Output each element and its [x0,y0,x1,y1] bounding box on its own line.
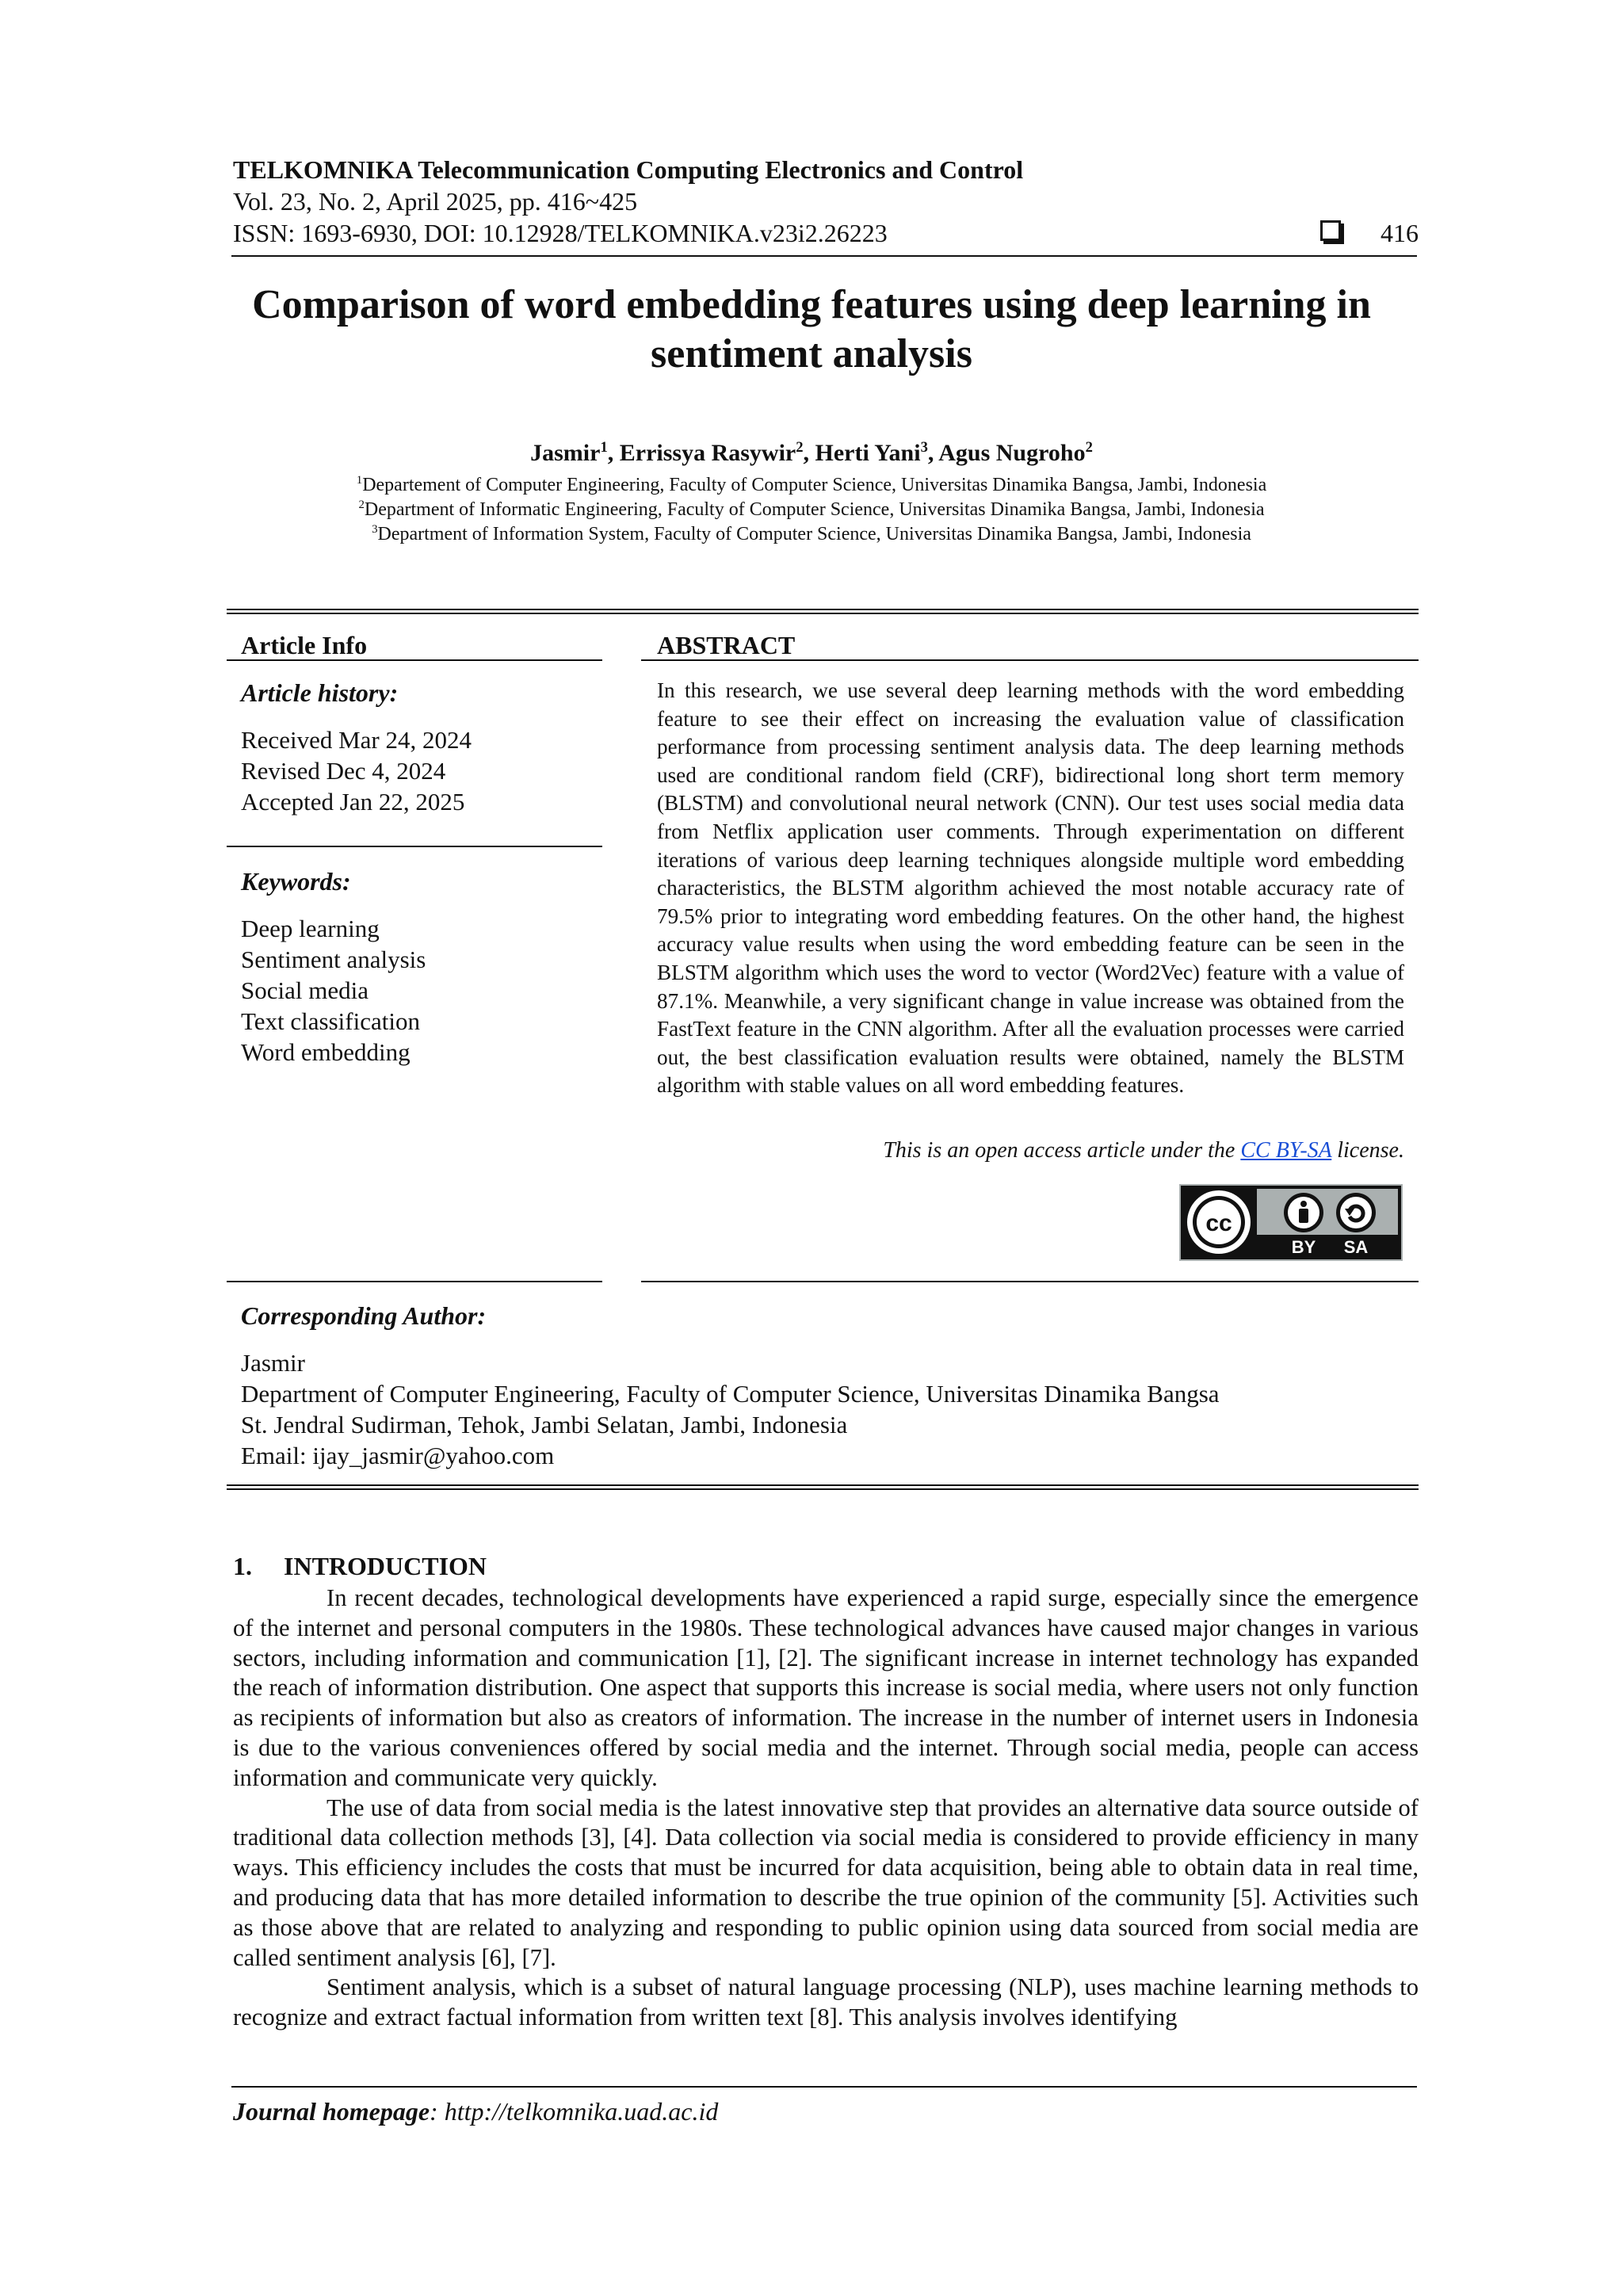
affiliation [174,524,1449,545]
article-history-heading: Article history: [241,678,399,707]
author-name: Herti Yani [815,440,921,466]
article-info-heading: Article Info [241,631,368,659]
paper-title [174,281,1449,379]
journal-homepage [233,2097,718,2126]
author-separator: , [803,440,815,466]
author-name: Errissya Rasywir [619,440,796,466]
by-label: BY [1291,1237,1316,1257]
author-affil-mark: 2 [1085,439,1093,456]
journal-name: TELKOMNIKA Telecommunication Computing Electronics and Control [233,155,1024,184]
oa-prefix: This is an open access article under the [883,1138,1241,1163]
cc-label: cc [1205,1210,1232,1236]
sa-label: SA [1343,1237,1369,1257]
revised-date: Revised Dec 4, 2024 [241,757,446,785]
paragraph: In recent decades, technological developments have experienced a rapid surge, especially since the emergence of the internet and personal computers in the 1980s. These technological advances have caused major changes in various sectors, including information and communication [1], [2]. The significant increase in internet technology has expanded the reach of information distribution. One aspect that supports this increase is social media, where users not only function as recipients of information but also as creators of information. The increase in the number of internet users in Indonesia is due to the various conveniences offered by social media and the internet. Through social media, people can access information and communicate very quickly. [233,1584,1419,1791]
article-info-bottom-rule [227,1281,602,1282]
author-affil-mark: 1 [600,439,608,456]
affiliation [174,475,1449,496]
cc-by-sa-link[interactable]: CC BY-SA [1240,1138,1332,1163]
page-number: 416 [1381,219,1419,247]
author-list [174,440,1449,467]
affiliation [174,499,1449,521]
introduction-body [233,1584,1419,2033]
corresponding-email: Email: ijay_jasmir@yahoo.com [241,1442,555,1469]
abstract-heading: ABSTRACT [657,631,796,659]
author-separator: , [927,440,939,466]
title-line-2: sentiment analysis [651,331,972,376]
corresponding-department: Department of Computer Engineering, Faculty of Computer Science, Universitas Dinamika Bangsa [241,1380,1220,1408]
keyword: Sentiment analysis [241,946,426,973]
abstract-bottom-rule [641,1281,1419,1282]
author-name: Agus Nugroho [938,440,1086,466]
accepted-date: Accepted Jan 22, 2025 [241,788,465,816]
keyword: Social media [241,976,369,1004]
keyword: Deep learning [241,915,380,942]
section-heading: 1. INTRODUCTION [233,1552,487,1580]
header-rule [231,255,1417,257]
affil-text: Department of Informatic Engineering, Faculty of Computer Science, Universitas Dinamika Bangsa, Jambi, Indonesia [364,499,1265,520]
affil-text: Department of Information System, Faculty of Computer Science, Universitas Dinamika Bangsa, Jambi, Indonesia [377,524,1251,544]
author-affil-mark: 3 [920,439,928,456]
author-name: Jasmir [530,440,601,466]
checkbox-square-icon [1320,220,1341,241]
paragraph: Sentiment analysis, which is a subset of natural language processing (NLP), uses machine learning methods to recognize and extract factual information from written text [8]. This analysis involves identifying [233,1973,1419,2031]
corresponding-name: Jasmir [241,1349,305,1377]
cc-badge-graphic [1181,1186,1401,1259]
abstract-rule [641,659,1419,661]
corresponding-heading: Corresponding Author: [241,1301,487,1330]
homepage-label: Journal homepage [233,2097,430,2126]
author-affil-mark: 2 [796,439,804,456]
open-access-note [657,1138,1404,1163]
journal-issn-doi: ISSN: 1693-6930, DOI: 10.12928/TELKOMNIKA.v23i2.26223 [233,219,888,247]
affil-mark: 1 [356,474,363,487]
journal-volume: Vol. 23, No. 2, April 2025, pp. 416~425 [233,187,638,216]
keyword: Text classification [241,1007,420,1035]
affil-text: Departement of Computer Engineering, Faculty of Computer Science, Universitas Dinamika Bangsa, Jambi, Indonesia [362,475,1267,495]
homepage-url: : http://telkomnika.uad.ac.id [430,2097,719,2126]
corresponding-address: St. Jendral Sudirman, Tehok, Jambi Selatan, Jambi, Indonesia [241,1411,848,1438]
info-top-rule [227,609,1419,610]
footer-rule [231,2086,1417,2088]
paragraph: The use of data from social media is the latest innovative step that provides an alternative data source outside of traditional data collection methods [3], [4]. Data collection via social media is considered to provide efficiency in many ways. This efficiency includes the costs that must be incurred for data acquisition, being able to obtain data in real time, and producing data that has more detailed information to describe the true opinion of the community [5]. Activities such as those above that are related to analyzing and responding to public opinion using data sourced from social media are called sentiment analysis [6], [7]. [233,1794,1419,1971]
affil-mark: 2 [358,499,365,511]
history-rule [227,846,602,847]
info-bottom-rule-2 [227,1488,1419,1490]
title-line-1: Comparison of word embedding features using deep learning in [252,282,1371,327]
keywords-heading: Keywords: [241,867,351,896]
received-date: Received Mar 24, 2024 [241,726,472,754]
cc-by-sa-badge-icon[interactable] [1179,1184,1403,1261]
author-separator: , [607,440,620,466]
abstract-text: In this research, we use several deep learning methods with the word embedding feature to see their effect on increasing the evaluation value of classification performance from processing sentiment analysis data. The deep learning methods used are conditional random field (CRF), bidirectional long short term memory (BLSTM) and convolutional neural network (CNN). Our test uses social media data from Netflix application user comments. Through experimentation on different iterations of various deep learning techniques alongside multiple word embedding characteristics, the BLSTM algorithm achieved the most notable accuracy rate of 79.5% prior to integrating word embedding features. On the other hand, the highest accuracy value results when using the word embedding feature can be seen in the BLSTM algorithm which uses the word to vector (Word2Vec) feature with a value of 87.1%. Meanwhile, a very significant change in value increase was obtained from the FastText feature in the CNN algorithm. After all the evaluation processes were carried out, the best classification evaluation results were obtained, namely the BLSTM algorithm with stable values on all word embedding features. [657,678,1404,1098]
info-bottom-rule [227,1484,1419,1486]
info-top-rule-2 [227,613,1419,614]
keyword: Word embedding [241,1038,411,1066]
affil-mark: 3 [372,523,378,536]
article-info-rule [227,659,602,661]
oa-suffix: license. [1331,1138,1404,1163]
